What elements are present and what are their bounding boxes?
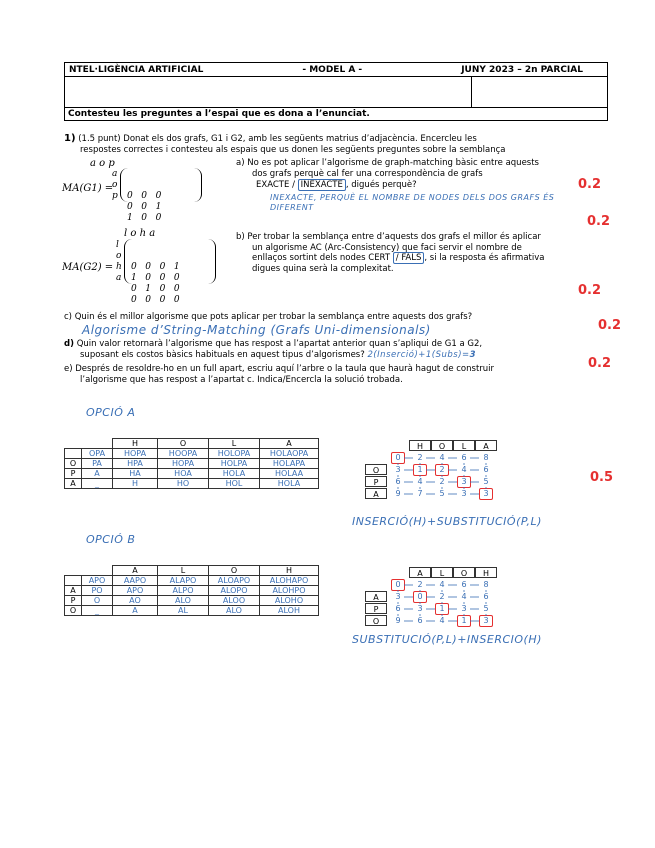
grid-cell: 2 xyxy=(439,592,445,601)
grid-cell: 4 xyxy=(439,616,445,625)
table-cell: ALOH xyxy=(260,606,319,616)
table-cell: A xyxy=(260,439,319,449)
grid-cell: 4 xyxy=(417,477,423,486)
table-cell: HPA xyxy=(113,459,158,469)
grid-cell: P xyxy=(365,603,387,614)
table-cell: HOPA xyxy=(158,459,209,469)
score-a: 0.2 xyxy=(578,177,602,192)
score-d: 0.2 xyxy=(588,356,612,371)
table-cell: ALOPO xyxy=(209,586,260,596)
table-cell: A xyxy=(113,606,158,616)
grid-cell: 2 xyxy=(417,453,423,462)
grid-cell: 7 xyxy=(417,489,423,498)
grid-cell: A xyxy=(365,488,387,499)
grid-cell: P xyxy=(365,476,387,487)
table-cell: HOPA xyxy=(113,449,158,459)
grid-cell: 4 xyxy=(461,592,467,601)
grid-cell: 1 xyxy=(439,604,445,613)
table-cell: HOLA xyxy=(209,469,260,479)
table-row xyxy=(65,586,319,596)
table-row xyxy=(65,566,319,576)
table-cell: _ xyxy=(82,479,113,489)
question-d: d) Quin valor retornarà l’algorisme que has respost a l’apartat anterior quan s’apliqui de G1 a G2, suposant els costos bàsics habituals en aquest tipus d’algorismes? 2(Inserció)+1(Subs)=3 xyxy=(64,339,483,360)
matrix-g1-label: MA(G1) = xyxy=(62,183,114,194)
grid-cell: 6 xyxy=(461,580,467,589)
table-cell: ALOO xyxy=(209,596,260,606)
table-cell: O xyxy=(82,596,113,606)
table-cell: O xyxy=(65,606,82,616)
question-e: e) Després de resoldre-ho en un full apart, escriu aquí l’arbre o la taula que haurà hagut de construir l’algorisme que has respost a l’apartat c. Indica/Encercla la solució trobada. xyxy=(64,364,495,385)
grid-cell: 3 xyxy=(461,477,467,486)
table-row xyxy=(65,479,319,489)
table-cell: ALOAPO xyxy=(209,576,260,586)
grid-cell: 9 xyxy=(395,489,401,498)
grid-cell: 2 xyxy=(439,477,445,486)
table-cell: ALOHAPO xyxy=(260,576,319,586)
score-b: 0.2 xyxy=(587,214,611,229)
table-cell xyxy=(65,439,82,449)
table-cell: O xyxy=(158,439,209,449)
question-b: b) Per trobar la semblança entre d’aquests dos grafs el millor és aplicar un algorisme AC (Arc-Consistency) que faci servir el nombre de enllaços sortint dels nodes CERT / FALS , si la resposta és afirmativa digues quina serà la complexitat. xyxy=(236,232,545,274)
table-cell: L xyxy=(209,439,260,449)
answer-d: 2(Inserció)+1(Subs)= xyxy=(367,349,470,360)
table-cell: O xyxy=(65,459,82,469)
question-c: c) Quin és el millor algorisme que pots aplicar per trobar la semblança entre aquests dos grafs? xyxy=(64,312,473,322)
grid-cell: A xyxy=(365,591,387,602)
matrix-g1-values: 0 0 0 0 0 1 1 0 0 xyxy=(127,191,162,223)
table-cell: ALOHPO xyxy=(260,586,319,596)
grid-cell: 3 xyxy=(395,592,401,601)
table-cell: AAPO xyxy=(113,576,158,586)
grid-cell: 6 xyxy=(483,465,489,474)
grid-cell: 0 xyxy=(395,453,401,462)
table-cell: H xyxy=(113,479,158,489)
answer-fals: / FALS xyxy=(393,252,425,264)
matrix-g1-rows: a o p xyxy=(112,169,118,201)
table-cell xyxy=(82,439,113,449)
matrix-g1-cols: a o p xyxy=(90,158,115,169)
grid-cell: 3 xyxy=(483,616,489,625)
option-a-title: OPCIÓ A xyxy=(86,406,136,419)
table-cell: AO xyxy=(113,596,158,606)
grid-cell: 6 xyxy=(395,604,401,613)
matrix-g2-cols: l o h a xyxy=(124,228,156,239)
answer-inexacte: INEXACTE xyxy=(298,179,346,191)
grid-cell: 6 xyxy=(395,477,401,486)
table-cell: AL xyxy=(158,606,209,616)
table-cell: HOLAOPA xyxy=(260,449,319,459)
table-cell: HO xyxy=(158,479,209,489)
question-a: a) No es pot aplicar l’algorisme de graph-matching bàsic entre aquests dos grafs perquè cal fer una correspondència de grafs EXACTE / INEXACTE , digués perquè? INEXACTE, PERQUÈ EL NOMBRE DE NODES DELS DOS GRAFS ÉS DIFERENT xyxy=(236,158,608,214)
table-cell: HOL xyxy=(209,479,260,489)
grid-cell: O xyxy=(431,440,453,451)
table-cell xyxy=(65,576,82,586)
table-cell: ALAPO xyxy=(158,576,209,586)
table-cell: P xyxy=(65,596,82,606)
grid-cell: 6 xyxy=(461,453,467,462)
table-cell: HA xyxy=(113,469,158,479)
grid-arrows xyxy=(365,567,497,627)
table-cell: A xyxy=(82,469,113,479)
grid-cell: H xyxy=(409,440,431,451)
table-cell: HOOPA xyxy=(158,449,209,459)
table-row xyxy=(65,606,319,616)
table-cell: O xyxy=(209,566,260,576)
table-cell xyxy=(65,449,82,459)
table-cell: OPA xyxy=(82,449,113,459)
grid-cell: 2 xyxy=(417,580,423,589)
grid-cell: 3 xyxy=(461,489,467,498)
exam-date: JUNY 2023 – 2n PARCIAL xyxy=(461,64,583,75)
score-c: 0.2 xyxy=(598,318,622,333)
question-1-intro: 1) (1.5 punt) Donat els dos grafs, G1 i G2, amb les següents matrius d’adjacència. Encercleu les respostes correctes i contesteu als espais que us donen les següents preguntes sobre la semblança xyxy=(64,133,506,155)
table-cell: H xyxy=(260,566,319,576)
matrix-g2-rows: l o h a xyxy=(116,240,122,283)
grid-cell: O xyxy=(365,615,387,626)
grid-cell: 1 xyxy=(461,616,467,625)
table-cell: ALPO xyxy=(158,586,209,596)
grid-cell: 5 xyxy=(439,489,445,498)
table-cell: A xyxy=(65,479,82,489)
table-cell: HOLPA xyxy=(209,459,260,469)
grid-cell: 9 xyxy=(395,616,401,625)
grid-cell: 2 xyxy=(439,465,445,474)
grid-cell: O xyxy=(453,567,475,578)
grid-cell: 0 xyxy=(417,592,423,601)
grid-cell: 5 xyxy=(483,477,489,486)
string-table xyxy=(64,438,319,489)
table-row xyxy=(65,596,319,606)
table-cell: ALO xyxy=(209,606,260,616)
grid-cell: 6 xyxy=(417,616,423,625)
table-row xyxy=(65,459,319,469)
student-fields xyxy=(65,77,607,108)
grid-cell: A xyxy=(475,440,497,451)
grid-cell: 3 xyxy=(483,489,489,498)
option-b-answer: SUBSTITUCIÓ(P,L)+INSERCIO(H) xyxy=(352,633,542,646)
table-cell: A xyxy=(113,566,158,576)
course-name: NTEL·LIGÈNCIA ARTIFICIAL xyxy=(69,64,204,75)
grid-cell: 4 xyxy=(439,580,445,589)
grid-cell: 5 xyxy=(483,604,489,613)
table-cell: HOA xyxy=(158,469,209,479)
string-table xyxy=(64,565,319,616)
table-cell: H xyxy=(113,439,158,449)
grid-cell: 0 xyxy=(395,580,401,589)
table-row xyxy=(65,439,319,449)
table-cell: ALOHO xyxy=(260,596,319,606)
model-label: - MODEL A - xyxy=(302,64,363,75)
grid-cell: 3 xyxy=(395,465,401,474)
table-cell: PA xyxy=(82,459,113,469)
table-cell: PO xyxy=(82,586,113,596)
table-row xyxy=(65,449,319,459)
instructions: Contesteu les preguntes a l’espai que es dona a l’enunciat. xyxy=(68,109,370,119)
option-b-title: OPCIÓ B xyxy=(86,533,136,546)
grid-cell: A xyxy=(409,567,431,578)
option-a-answer: INSERCIÓ(H)+SUBSTITUCIÓ(P,L) xyxy=(352,515,542,528)
grid-cell: H xyxy=(475,567,497,578)
table-cell: L xyxy=(158,566,209,576)
table-cell xyxy=(65,566,82,576)
table-row xyxy=(65,576,319,586)
score-b2: 0.2 xyxy=(578,283,602,298)
grid-cell: 4 xyxy=(439,453,445,462)
table-cell: HOLAA xyxy=(260,469,319,479)
table-cell: A xyxy=(65,586,82,596)
table-cell: HOLAPA xyxy=(260,459,319,469)
table-cell: HOLA xyxy=(260,479,319,489)
grid-cell: O xyxy=(365,464,387,475)
answer-a-text: INEXACTE, PERQUÈ EL NOMBRE DE NODES DELS DOS GRAFS ÉS xyxy=(270,192,555,202)
table-cell: APO xyxy=(113,586,158,596)
answer-c: Algorisme d’String-Matching (Grafs Uni-dimensionals) xyxy=(82,323,431,337)
grid-arrows xyxy=(365,440,497,500)
score-e: 0.5 xyxy=(590,470,614,485)
matrix-g2-label: MA(G2) = xyxy=(62,262,114,273)
exam-header xyxy=(64,62,608,121)
table-cell: HOLOPA xyxy=(209,449,260,459)
grid-cell: 8 xyxy=(483,453,489,462)
grid-cell: 4 xyxy=(461,465,467,474)
table-cell: ALO xyxy=(158,596,209,606)
answer-d-result: 3 xyxy=(469,349,477,360)
grid-cell: 3 xyxy=(417,604,423,613)
table-cell: _ xyxy=(82,606,113,616)
grid-cell: L xyxy=(431,567,453,578)
grid-cell: 6 xyxy=(483,592,489,601)
grid-cell: L xyxy=(453,440,475,451)
matrix-g2-values: 0 0 0 1 1 0 0 0 0 1 0 0 0 0 0 0 xyxy=(131,262,180,305)
grid-cell: 3 xyxy=(461,604,467,613)
grid-cell: 1 xyxy=(417,465,423,474)
table-cell: APO xyxy=(82,576,113,586)
table-row xyxy=(65,469,319,479)
table-cell xyxy=(82,566,113,576)
grid-cell: 8 xyxy=(483,580,489,589)
table-cell: P xyxy=(65,469,82,479)
